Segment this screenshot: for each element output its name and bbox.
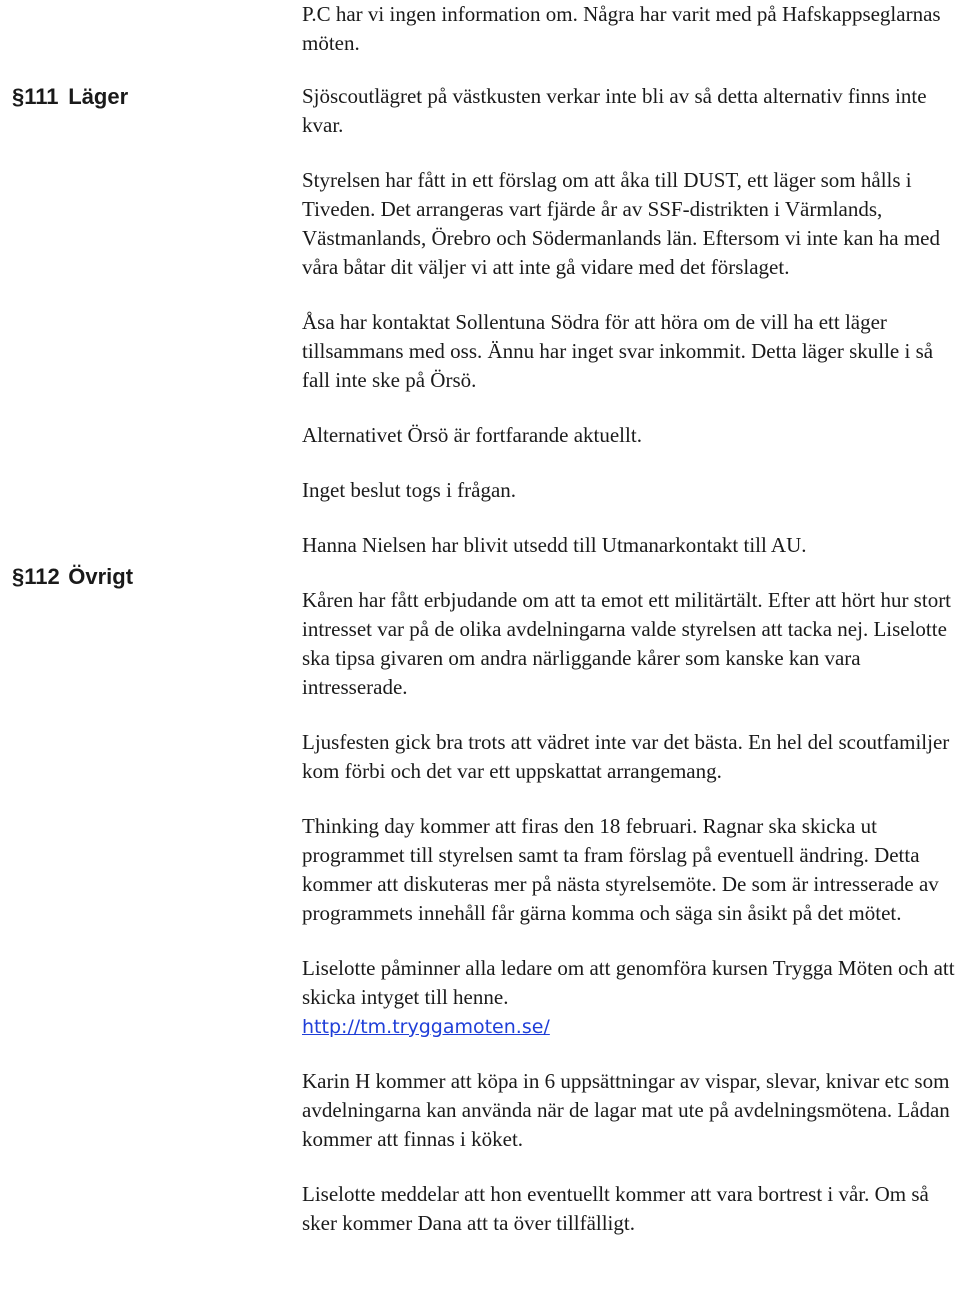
paragraph-orso: Alternativet Örsö är fortfarande aktuellt. [302,423,642,447]
paragraph-utmanarkontakt: Hanna Nielsen har blivit utsedd till Utmanarkontakt till AU. [302,533,807,557]
paragraph-thinking-day: Thinking day kommer att firas den 18 februari. Ragnar ska skicka ut programmet till styrelsen samt ta fram förslag på eventuell ändring. Detta kommer att diskuteras mer på nästa styrelsemöte. De som är intresserade av programmets innehåll får gärna komma och säga sin åsikt på det mötet. [302,814,939,925]
body-text [302,0,958,1264]
section-number: 111 [24,84,59,109]
section-heading-112 [12,562,133,591]
section-title: Övrigt [68,564,134,589]
paragraph-militartalt: Kåren har fått erbjudande om att ta emot ett militärtält. Efter att hört hur stort intresset var på de olika avdelningarna valde styrelsen att tacka nej. Liselotte ska tipsa givaren om andra närliggande kårer som kanske kan vara intresserade. [302,588,952,699]
paragraph-inget-beslut: Inget beslut togs i frågan. [302,478,517,502]
section-sign: § [12,84,25,109]
section-number: 112 [24,564,60,589]
section-heading-111 [12,82,128,111]
paragraph-dust: Styrelsen har fått in ett förslag om att åka till DUST, ett läger som hålls i Tiveden. Det arrangeras vart fjärde år av SSF-distrikten i Värmlands, Västmanlands, Örebro och Södermanlands län. Eftersom vi inte kan ha med våra båtar dit väljer vi att inte gå vidare med det förslaget. [302,168,940,279]
section-sign: § [12,564,25,589]
trygga-moten-text: Liselotte påminner alla ledare om att genomföra kursen Trygga Möten och att skicka intyget till henne. [302,956,955,1009]
paragraph-trygga-moten [302,954,958,1043]
paragraph-sjoscoutlager: Sjöscoutlägret på västkusten verkar inte bli av så detta alternativ finns inte kvar. [302,84,927,137]
section-title: Läger [68,84,129,109]
paragraph-sollentuna: Åsa har kontaktat Sollentuna Södra för att höra om de vill ha ett läger tillsammans med oss. Ännu har inget svar inkommit. Detta läger skulle i så fall inte ske på Örsö. [302,310,934,392]
paragraph-bortrest: Liselotte meddelar att hon eventuellt kommer att vara bortrest i vår. Om så sker kommer Dana att ta över tillfälligt. [302,1182,929,1235]
trygga-moten-link[interactable]: http://tm.tryggamoten.se/ [302,1016,550,1038]
paragraph-kokutrustning: Karin H kommer att köpa in 6 uppsättningar av vispar, slevar, knivar etc som avdelningarna kan använda när de lagar mat ute på avdelningsmötena. Lådan kommer att finnas i köket. [302,1069,950,1151]
paragraph-pc-info: P.C har vi ingen information om. Några har varit med på Hafskappseglarnas möten. [302,2,941,55]
paragraph-ljusfesten: Ljusfesten gick bra trots att vädret inte var det bästa. En hel del scoutfamiljer kom förbi och det var ett uppskattat arrangemang. [302,730,950,783]
